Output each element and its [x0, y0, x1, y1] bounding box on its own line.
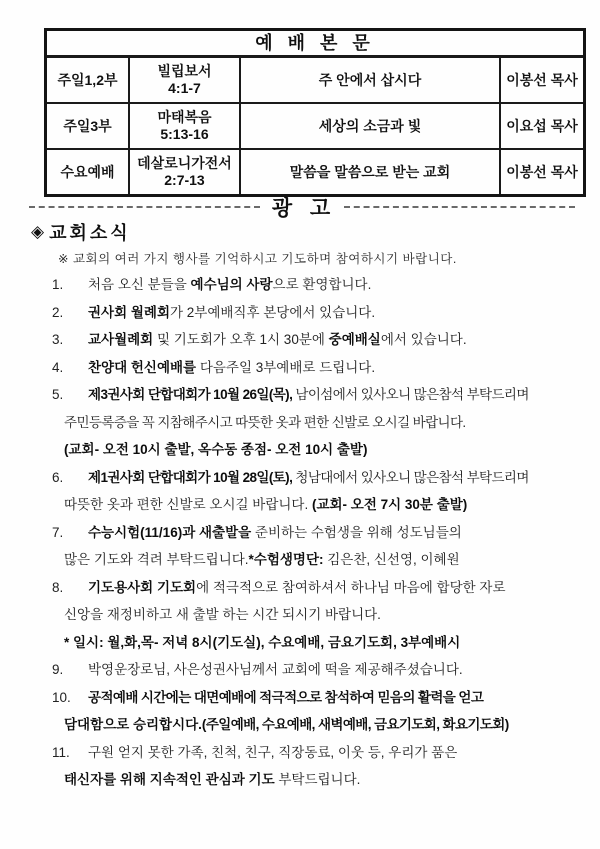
- item-text-segment: 찬양대 헌신예배를: [88, 359, 197, 375]
- item-text-segment: 기도용사회 기도회: [88, 579, 197, 595]
- scripture-verse: 2:7-13: [164, 172, 205, 188]
- item-text-segment: 구원 얻지 못한 가족, 친척, 친구, 직장동료, 이웃 등, 우리가 품은: [88, 744, 458, 760]
- scripture-passage-cell: [128, 102, 239, 148]
- item-text-segment: 처음 오신 분들을: [88, 277, 191, 292]
- item-text-segment: (교회- 오전 7시 30분 출발): [311, 497, 468, 512]
- service-name-cell: 주일3부: [47, 102, 128, 148]
- announcement-item-line: [0, 574, 600, 602]
- item-text-segment: 에 적극적으로 참여하셔서 하나님 마음에 합당한 자로: [196, 579, 506, 595]
- item-text-segment: 다음주일 3부예배로 드립니다.: [196, 359, 376, 375]
- item-number: 5.: [52, 387, 64, 402]
- announcement-item-line: [0, 739, 600, 767]
- announcement-item-line: [0, 436, 600, 464]
- item-text-segment: 제3권사회 단합대회가 10월 26일(목),: [88, 387, 293, 402]
- item-text-segment: 예수님의 사랑: [190, 277, 273, 292]
- item-text-segment: 김은찬, 신선영, 이혜원: [323, 552, 460, 567]
- announcement-item-line: [0, 766, 600, 794]
- dashed-rule-right: [344, 206, 575, 208]
- scripture-book: 마태복음: [157, 109, 212, 125]
- scripture-table-title: 예 배 본 문: [47, 31, 583, 56]
- service-name-cell: 주일1,2부: [47, 56, 128, 102]
- announcement-item-line: [0, 464, 600, 492]
- item-text-segment: 가 2부예배직후 본당에서 있습니다.: [170, 304, 376, 320]
- item-text-segment: 부탁드립니다.: [274, 772, 361, 787]
- item-number: 8.: [52, 579, 64, 595]
- church-news-note: ※ 교회의 여러 가지 행사를 기억하시고 기도하며 참여하시기 바랍니다.: [58, 252, 457, 266]
- dashed-rule-left: [29, 206, 260, 208]
- item-text-segment: 따뜻한 옷과 편한 신발로 오시길 바랍니다.: [64, 497, 312, 512]
- announcement-item-line: [0, 629, 600, 657]
- announcement-item-line: [0, 271, 600, 299]
- item-text-segment: 많은 기도와 격려 부탁드립니다.: [64, 552, 249, 567]
- item-text-segment: 제1권사회 단합대회가 10월 28일(토),: [88, 469, 293, 485]
- item-number: 2.: [52, 304, 64, 320]
- scripture-verse: 5:13-16: [160, 126, 209, 142]
- item-number: 10.: [52, 689, 71, 705]
- item-text-segment: 남이섬에서 있사오니 많은참석 부탁드리며: [292, 387, 529, 402]
- item-number: 4.: [52, 359, 64, 375]
- service-name-cell: 수요예배: [47, 148, 128, 194]
- pastor-name-cell: 이요섭 목사: [499, 102, 583, 148]
- announcement-item-line: [0, 299, 600, 327]
- diamond-bullet-icon: ◈: [31, 222, 45, 241]
- scripture-passage-cell: [128, 148, 239, 194]
- announcement-item-line: [0, 491, 600, 519]
- item-text-segment: 권사회 월례회: [88, 304, 170, 320]
- scripture-passage-cell: [128, 56, 239, 102]
- announcement-item-line: [0, 519, 600, 547]
- announcement-item-line: [0, 409, 600, 437]
- announcement-list: [0, 271, 600, 794]
- sermon-title-cell: 주 안에서 삽시다: [239, 56, 499, 102]
- item-number: 7.: [52, 524, 64, 540]
- pastor-name-cell: 이봉선 목사: [499, 56, 583, 102]
- scripture-verse: 4:1-7: [168, 80, 201, 96]
- announcement-item-line: [0, 656, 600, 684]
- item-text-segment: 태신자를 위해 지속적인 관심과 기도: [64, 772, 275, 787]
- item-number: 6.: [52, 469, 64, 485]
- announcement-item-line: [0, 684, 600, 712]
- announcements-title: 광 고: [271, 197, 333, 220]
- item-text-segment: 수능시험(11/16)과 새출발을: [88, 524, 252, 540]
- pastor-name-cell: 이봉선 목사: [499, 148, 583, 194]
- announcement-item-line: [0, 354, 600, 382]
- sermon-title-cell: 세상의 소금과 빛: [239, 102, 499, 148]
- church-news-title: 교회소식: [49, 223, 131, 243]
- item-text-segment: 청남대에서 있사오니 많은참석 부탁드리며: [292, 469, 529, 485]
- item-text-segment: 주민등록증을 꼭 지참해주시고 따뜻한 옷과 편한 신발로 오시길 바랍니다.: [64, 414, 466, 430]
- item-text-segment: * 일시: 월,화,목- 저녁 8시(기도실), 수요예배, 금요기도회, 3부예배시: [64, 634, 461, 650]
- scripture-book: 빌립보서: [157, 63, 212, 79]
- item-text-segment: 으로 환영합니다.: [272, 277, 372, 292]
- announcement-item-line: [0, 546, 600, 574]
- sermon-title-cell: 말씀을 말씀으로 받는 교회: [239, 148, 499, 194]
- church-news-heading: [31, 219, 131, 245]
- item-text-segment: (교회- 오전 10시 출발, 옥수동 종점- 오전 10시 출발): [64, 442, 368, 457]
- item-text-segment: (주일예배, 수요예배, 새벽예배, 금요기도회, 화요기도회): [201, 717, 509, 732]
- item-text-segment: 준비하는 수험생을 위해 성도님들의: [251, 524, 462, 540]
- announcement-item-line: [0, 326, 600, 354]
- announcement-item-line: [0, 711, 600, 739]
- scripture-table: [44, 28, 586, 197]
- item-number: 11.: [52, 744, 70, 760]
- scripture-book: 데살로니가전서: [137, 155, 232, 171]
- item-text-segment: 중예배실: [328, 332, 381, 347]
- item-text-segment: 교사월례회: [88, 332, 154, 347]
- item-text-segment: 신앙을 재정비하고 새 출발 하는 시간 되시기 바랍니다.: [64, 607, 381, 622]
- item-text-segment: 공적예배 시간에는 대면예배에 적극적으로 참석하여 믿음의 활력을 얻고: [88, 689, 484, 705]
- item-number: 1.: [52, 277, 64, 292]
- item-text-segment: 박영운장로님, 사은성권사님께서 교회에 떡을 제공해주셨습니다.: [88, 662, 463, 677]
- item-number: 9.: [52, 662, 64, 677]
- item-number: 3.: [52, 332, 64, 347]
- announcement-item-line: [0, 601, 600, 629]
- item-text-segment: 및 기도회가 오후 1시 30분에: [153, 332, 329, 347]
- item-text-segment: *수험생명단:: [248, 552, 324, 567]
- item-text-segment: 에서 있습니다.: [380, 332, 467, 347]
- announcements-header: [0, 195, 600, 219]
- item-text-segment: 담대함으로 승리합시다.: [64, 717, 202, 732]
- announcement-item-line: [0, 381, 600, 409]
